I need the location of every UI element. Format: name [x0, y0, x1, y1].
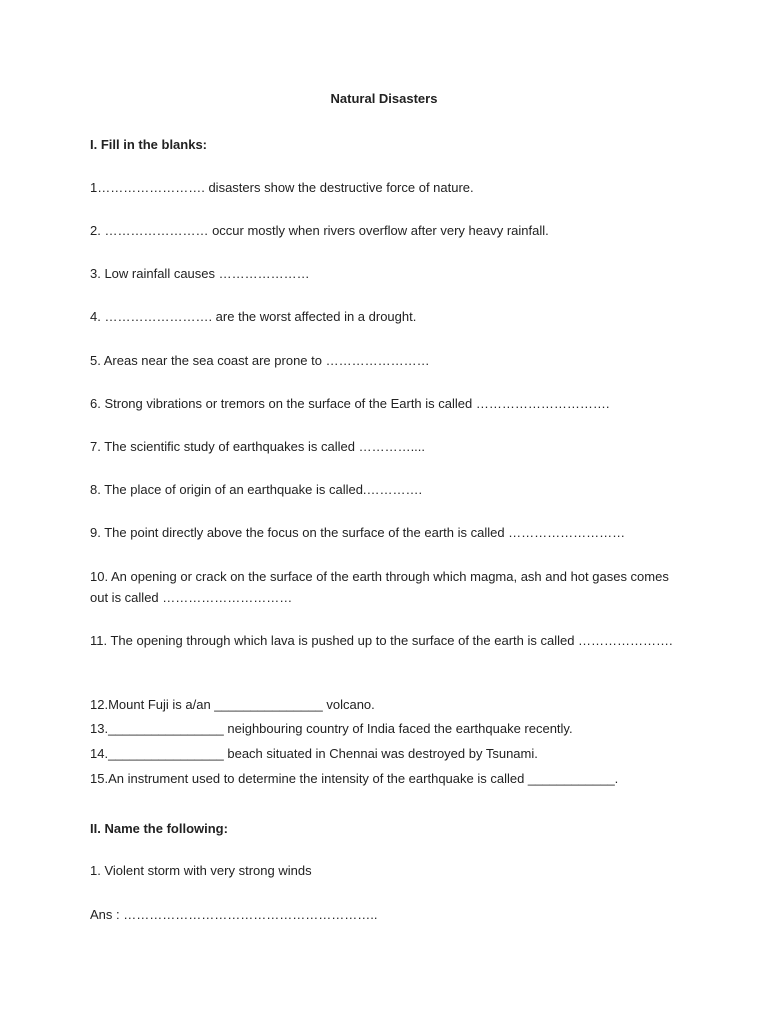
answer-line: Ans : ………………………………………………….. — [90, 907, 378, 922]
page-title: Natural Disasters — [330, 91, 438, 106]
question-item: 1. Violent storm with very strong winds — [90, 863, 312, 878]
question-item: 3. Low rainfall causes ………………… — [90, 266, 310, 281]
question-item: 9. The point directly above the focus on the surface of the earth is called ……………………… — [90, 525, 626, 540]
question-item: 4. ……………………. are the worst affected in a drought. — [90, 309, 417, 324]
question-item: 7. The scientific study of earthquakes is called ………….... — [90, 439, 426, 454]
question-item: 15.An instrument used to determine the intensity of the earthquake is called ____________. — [90, 771, 619, 786]
question-item: 11. The opening through which lava is pushed up to the surface of the earth is called …………………. — [90, 633, 673, 648]
question-item: 2. …………………… occur mostly when rivers overflow after very heavy rainfall. — [90, 223, 549, 238]
section-heading-fill-blanks: I. Fill in the blanks: — [90, 137, 208, 152]
question-item: 8. The place of origin of an earthquake is called.…………. — [90, 482, 423, 497]
question-item: 13.________________ neighbouring country of India faced the earthquake recently. — [90, 721, 573, 736]
question-item: 5. Areas near the sea coast are prone to …………………… — [90, 353, 430, 368]
question-item: 10. An opening or crack on the surface of the earth through which magma, ash and hot gases comes out is called ………………………… — [90, 569, 669, 605]
question-item: 1……………………. disasters show the destructive force of nature. — [90, 180, 474, 195]
question-item: 14.________________ beach situated in Chennai was destroyed by Tsunami. — [90, 746, 538, 761]
question-item: 12.Mount Fuji is a/an _______________ volcano. — [90, 697, 375, 712]
question-item: 6. Strong vibrations or tremors on the surface of the Earth is called …………………………. — [90, 396, 610, 411]
section-heading-name-following: II. Name the following: — [90, 821, 228, 836]
